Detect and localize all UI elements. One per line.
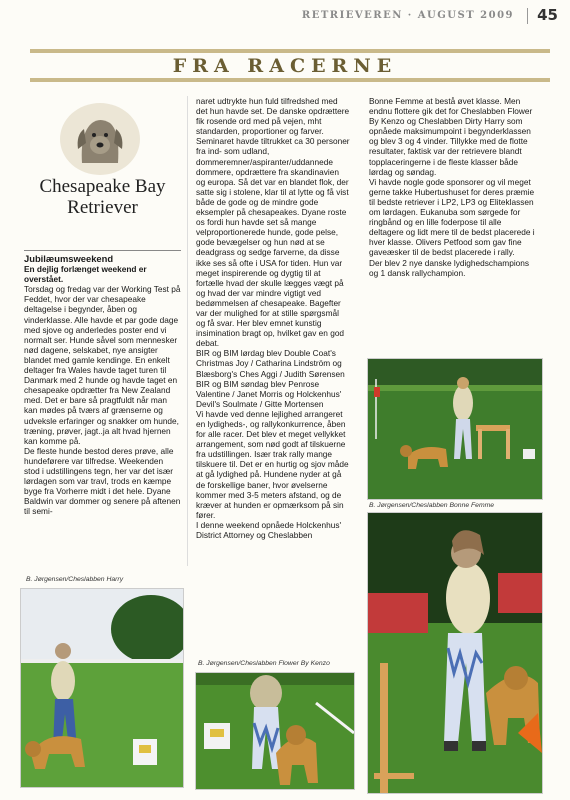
article-paragraph: naret udtrykte hun fuld tilfredshed med det hun havde set. De danske opdrættere fik rosende ord med på vejen, mht standarden, proportioner og farver. <box>196 96 350 137</box>
article-paragraph: Bonne Femme at bestå øvet klasse. Men endnu flottere gik det for Cheslabben Flower By Kenzo og Cheslabben Dirty Harry som opnåede maksimumpoint i begynderklassen og blev 3 og 4 vinder. Tillykke med de flotte resultater, faktisk var der retrievere blandt topplaceringerne i de fleste klasser både lørdag og søndag. <box>369 96 533 177</box>
breed-name-line1: Chesapeake Bay <box>39 176 166 197</box>
article-paragraph: Vi havde nogle gode sponsorer og vil meget gerne takke Hubertushuset for deres præmie til bedste retriever i LP2, LP3 og Eliteklassen om lørdagen. Eukanuba som sørgede for ringbånd og en lille foderpose til alle deltagere og lidt mere til de bedst placerede i hver klasse. Olivers Petfood som gav fine gaveæsker til de bedst placerede i rally. <box>369 176 535 258</box>
article-paragraph: Torsdag og fredag var der Working Test på Feddet, hvor der var chesapeake deltagelse i begynder, åben og vinderklasse. Alle havde et par gode dage med sjove og anderledes poster end vi normalt ser. Hunde såvel som mennesker nød dagene, selskabet, nye ansigter blandet med gamle kendinge. En enkelt deltager fra Wales havde taget turen til Danmark med 2 hunde og havde taget en chesapeake opdrætter fra New Zealand med. Det er bare så pragtfuldt når man kan mødes på tværs af grænserne og udveksle erfaringer og snakker om hunde, træning, prøver, jagt..ja alt hvad hjernen kan komme på. <box>24 284 181 446</box>
page-header <box>0 6 570 28</box>
magazine-title: RETRIEVEREN · AUGUST 2009 <box>301 10 514 21</box>
article-paragraph: I denne weekend opnåede Holckenhus' District Attorney og Cheslabben <box>196 519 342 541</box>
photo-caption: B. Jørgensen/Cheslabben Bonne Femme <box>369 502 495 509</box>
article-paragraph: Vi havde ved denne lejlighed arrangeret en lydigheds-, og rallykonkurrence, åben for alle racer. Det blev et meget vellykket arrangement, som nød godt af tilskuerne fra udstillingen. Især trak rally mange tilskuere til. Det er en hurtig og sjov måde at gå lydighed på. Hundene nyder at gå de forskellige baner, hvor øvelserne kommer med 3-5 meters afstand, og de kræver at hunden er opmærksom på sin fører. <box>196 408 349 520</box>
article-heading: Jubilæumsweekend <box>24 250 181 264</box>
photo-caption: B. Jørgensen/Cheslabben Harry <box>26 576 124 583</box>
article-column-2 <box>196 96 350 540</box>
article-paragraph: De fleste hunde bestod deres prøve, alle hundeførere var tilfredse. Weekenden stod i udstillingens tegn, her var det især lørdagen som var travl, trods en kæmpe byge fra Vorherre midt i det hele. Dyane Baldwin var dommer og senere på aftenen til semi- <box>24 445 181 517</box>
photo-flower-by-kenzo <box>195 672 355 790</box>
section-rule-top <box>30 49 550 53</box>
column-divider <box>187 96 188 566</box>
photo-caption: B. Jørgensen/Cheslabben Flower By Kenzo <box>198 660 330 667</box>
retriever-head-icon <box>60 103 140 175</box>
article-paragraph: Seminaret havde tiltrukket ca 30 personer fra ind- som udland, dommeremner/aspiranter/uddannede dommere, opdrættere fra skandinavien og europa. Så det var en blandet flok, der satte sig i stolene, klar til at lytte og få vist både de gode og de mindre gode eksempler på chesapeakes. Dyane roste os fordi hun havde set så mange velproportionerede hunde, gode pelse, gode bevægelser og hun nød at se deadgrass og sedge farverne, da disse ikke ses så ofte i USA for tiden. Hun var meget inspirerende og dygtig til at fortælle hvad der skulle lægges vægt på og hvad der var mindre vigtigt ved bedømmelsen af chesapeake. Bagefter var der mulighed for at stille spørgsmål og få svar. Her blev emnet kunstig insimination bragt op, hvilket gav en god debat. <box>196 136 350 349</box>
header-divider <box>527 8 528 24</box>
section-rule-bottom <box>30 78 550 82</box>
photo-harry <box>20 588 184 788</box>
page-number: 45 <box>537 6 558 24</box>
article-paragraph: BIR og BIM lørdag blev Double Coat's Christmas Joy / Catharina Lindström og Blæsborg's Ches Aggi / Judith Sørensen <box>196 348 345 379</box>
breed-name-line2: Retriever <box>67 197 138 218</box>
article-column-3 <box>369 96 538 278</box>
photo-rally-action <box>367 512 543 794</box>
photo-bonne-femme <box>367 358 543 500</box>
article-lead: En dejlig forlænget weekend er overstået. <box>24 264 147 285</box>
article-paragraph: BIR og BIM søndag blev Penrose Valentine / Janet Morris og Holckenhus' Devil's Soulmate / Gitte Mortensen <box>196 378 342 409</box>
article-paragraph: Der blev 2 nye danske lydighedschampions og 1 dansk rallychampion. <box>369 257 530 278</box>
article-column-1 <box>24 250 181 516</box>
breed-logo-text <box>24 176 181 218</box>
section-title: FRA RACERNE <box>172 55 398 77</box>
